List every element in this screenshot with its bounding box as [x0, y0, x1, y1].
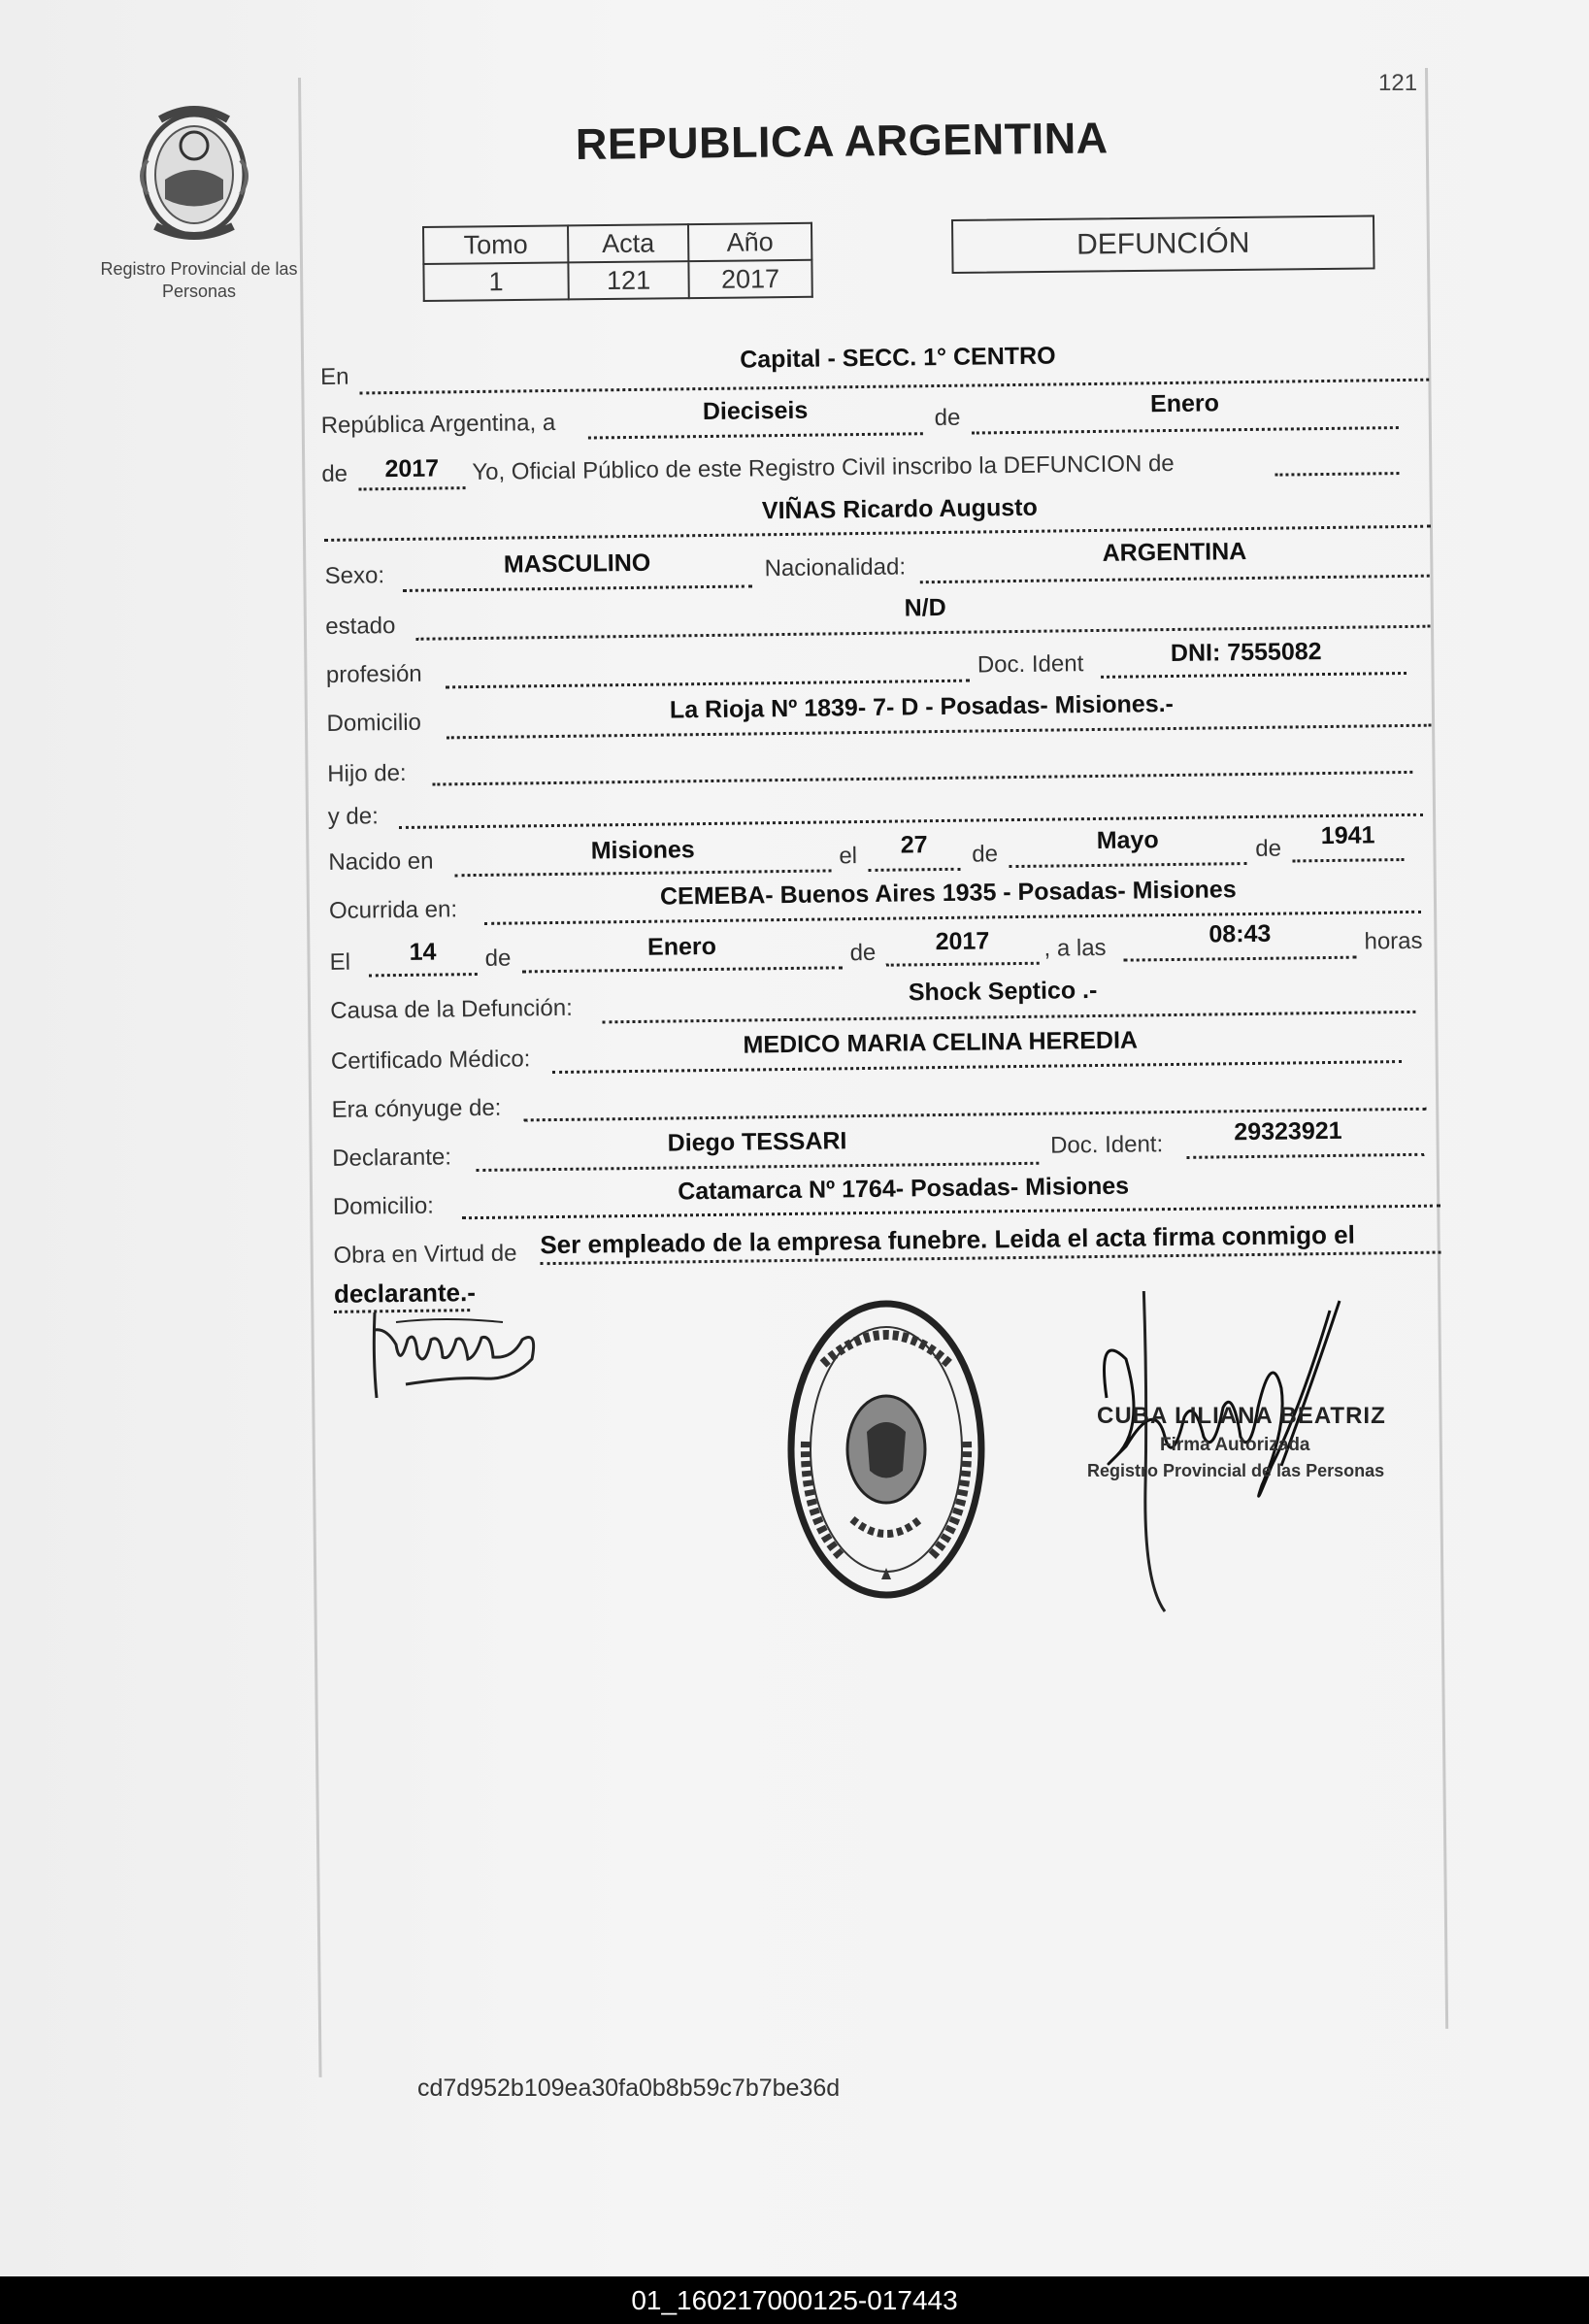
a-las-label: , a las	[1043, 934, 1107, 962]
death-year-line	[886, 962, 1040, 967]
month-line	[972, 426, 1399, 435]
acta-header: Acta	[568, 224, 688, 262]
day-line	[588, 432, 923, 439]
deceased-name: VIÑAS Ricardo Augusto	[761, 493, 1038, 525]
declarant-signature	[367, 1301, 546, 1408]
domicilio-value: La Rioja Nº 1839- 7- D - Posadas- Misiones.-	[669, 689, 1175, 724]
document-title: REPUBLICA ARGENTINA	[575, 113, 1109, 169]
ano-header: Año	[688, 223, 811, 261]
official-seal-icon	[784, 1296, 988, 1602]
declarante-doc-label: Doc. Ident:	[1049, 1131, 1164, 1159]
nacionalidad-line	[920, 575, 1430, 584]
birth-de-label-2: de	[1255, 835, 1282, 862]
causa-line	[602, 1011, 1415, 1024]
y-de-line	[399, 813, 1423, 829]
obra-value-line2: declarante.-	[333, 1278, 477, 1309]
birth-year-line	[1292, 858, 1404, 862]
birth-month: Mayo	[1096, 826, 1159, 854]
hijo-line	[432, 771, 1412, 786]
domicilio-line	[447, 724, 1432, 740]
de-label: de	[934, 404, 961, 432]
birth-month-line	[1009, 862, 1246, 868]
official-role: Firma Autorizada	[1160, 1435, 1310, 1455]
death-de-label-1: de	[484, 945, 512, 972]
birth-de-label-1: de	[972, 841, 999, 868]
oficial-line	[1275, 472, 1399, 477]
nacido-label: Nacido en	[328, 847, 434, 876]
declarante-label: Declarante:	[332, 1144, 452, 1172]
death-de-label-2: de	[849, 939, 877, 967]
death-day: 14	[409, 938, 437, 966]
official-signature	[1087, 1291, 1417, 1621]
birth-year: 1941	[1320, 821, 1375, 850]
official-name: CUBA LILIANA BEATRIZ	[1097, 1403, 1386, 1429]
doc-ident-label: Doc. Ident	[977, 650, 1084, 679]
nacionalidad-label: Nacionalidad:	[764, 553, 907, 582]
declarante-doc-value: 29323921	[1234, 1116, 1342, 1146]
death-month: Enero	[646, 932, 717, 961]
death-el-label: El	[329, 948, 351, 976]
ocurrida-label: Ocurrida en:	[328, 896, 458, 924]
birth-day: 27	[900, 831, 928, 859]
death-day-line	[369, 973, 478, 977]
tomo-header: Tomo	[423, 225, 568, 264]
nacido-line	[455, 869, 832, 877]
year-line	[359, 486, 466, 490]
sexo-line	[403, 584, 752, 592]
causa-value: Shock Septico .-	[908, 976, 1098, 1007]
sexo-value: MASCULINO	[503, 548, 651, 579]
certificado-label: Certificado Médico:	[330, 1046, 531, 1075]
profesion-label: profesión	[325, 660, 422, 688]
year-value: 2017	[384, 454, 440, 483]
day-value: Dieciseis	[702, 396, 809, 426]
certificado-line	[552, 1060, 1402, 1074]
obra-value-line1: Ser empleado de la empresa funebre. Leida el acta firma conmigo el	[540, 1219, 1355, 1260]
certificado-value: MEDICO MARIA CELINA HEREDIA	[743, 1026, 1139, 1059]
doc-ident-line	[1101, 672, 1407, 679]
declarante-line	[476, 1162, 1039, 1172]
registry-caption: Registro Provincial de las Personas	[100, 259, 298, 301]
death-time-line	[1124, 956, 1357, 962]
declarante-doc-line	[1186, 1153, 1424, 1159]
domicilio2-label: Domicilio:	[332, 1192, 435, 1220]
document-hash: cd7d952b109ea30fa0b8b59c7b7be36d	[417, 2075, 841, 2102]
nacido-value: Misiones	[590, 836, 695, 865]
birth-day-line	[869, 868, 961, 872]
ocurrida-value: CEMEBA- Buenos Aires 1935 - Posadas- Misiones	[659, 876, 1237, 911]
profesion-line	[446, 680, 970, 689]
acta-value: 121	[568, 261, 688, 299]
estado-value: N/D	[904, 593, 946, 622]
republica-label: República Argentina, a	[320, 409, 556, 439]
y-de-label: y de:	[327, 803, 379, 830]
horas-label: horas	[1364, 927, 1423, 955]
en-value: Capital - SECC. 1° CENTRO	[740, 342, 1056, 374]
death-time: 08:43	[1208, 919, 1272, 948]
oficial-text: Yo, Oficial Público de este Registro Civil inscribo la DEFUNCION de	[472, 449, 1175, 486]
death-month-line	[522, 966, 843, 973]
doc-ident-value: DNI: 7555082	[1170, 638, 1322, 668]
obra-label: Obra en Virtud de	[333, 1240, 517, 1269]
document-type-box: DEFUNCIÓN	[951, 215, 1375, 274]
death-year: 2017	[935, 927, 990, 956]
tomo-value: 1	[423, 262, 568, 301]
nacionalidad-value: ARGENTINA	[1102, 538, 1247, 567]
page-number: 121	[1378, 70, 1418, 96]
domicilio-label: Domicilio	[326, 709, 422, 737]
en-label: En	[319, 363, 349, 390]
footer-id-bar: 01_160217000125-017443	[0, 2276, 1589, 2324]
declarante-value: Diego TESSARI	[667, 1127, 847, 1157]
estado-label: estado	[325, 613, 396, 640]
ano-value: 2017	[688, 260, 811, 298]
domicilio2-line	[462, 1205, 1440, 1220]
birth-el-label: el	[839, 843, 858, 870]
month-value: Enero	[1149, 389, 1220, 418]
official-office: Registro Provincial de las Personas	[1087, 1461, 1385, 1480]
year-de-label: de	[321, 460, 348, 487]
hijo-label: Hijo de:	[327, 759, 407, 787]
conyuge-label: Era cónyuge de:	[331, 1094, 502, 1123]
domicilio2-value: Catamarca Nº 1764- Posadas- Misiones	[678, 1172, 1130, 1206]
sexo-label: Sexo:	[324, 562, 385, 589]
causa-label: Causa de la Defunción:	[330, 994, 573, 1024]
